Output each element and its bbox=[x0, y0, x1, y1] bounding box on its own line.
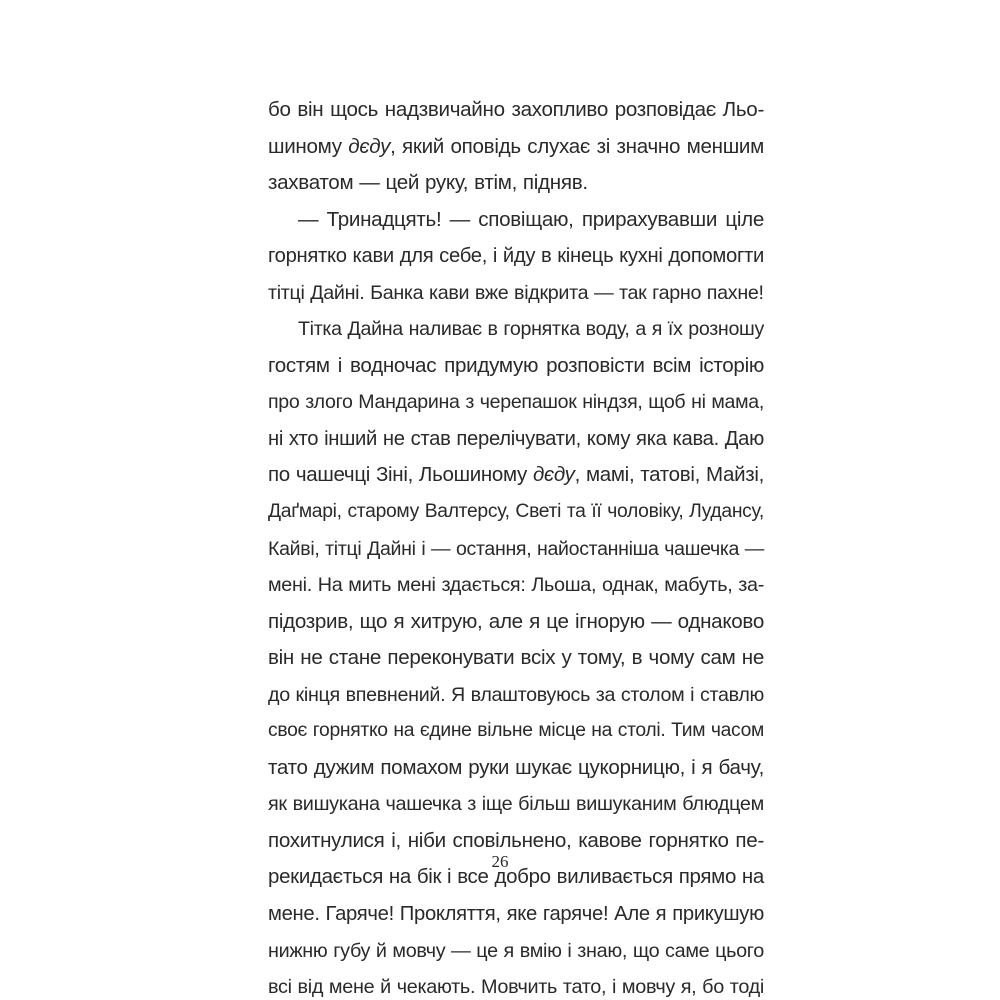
text-line: Кайві, тітці Дайні і — остання, найостанніша чашечка — bbox=[268, 537, 764, 560]
text-line: бо він щось надзвичайно захопливо розповідає Льо- bbox=[268, 98, 764, 121]
text-line: всі від мене й чекають. Мовчить тато, і мовчу я, бо тоді bbox=[268, 976, 764, 999]
text-line: захватом — цей руку, втім, підняв. bbox=[268, 171, 588, 195]
text-line: нижню губу й мовчу — це я вмію і знаю, що саме цього bbox=[268, 939, 764, 962]
text-line: Даґмарі, старому Валтерсу, Светі та її чоловіку, Лудансу, bbox=[268, 501, 764, 523]
text-line: як вишукана чашечка з іще більш вишуканим блюдцем bbox=[268, 793, 764, 816]
text-line: мене. Гаряче! Прокляття, яке гаряче! Але я прикушую bbox=[268, 903, 764, 926]
text-line: до кінця впевнений. Я влаштовуюсь за столом і ставлю bbox=[268, 683, 764, 706]
text-line: шиному дєду, який оповідь слухає зі значно меншим bbox=[268, 134, 764, 158]
text-line: Тітка Дайна наливає в горнятка воду, а я їх розношу bbox=[298, 318, 764, 341]
text-line: своє горнятко на єдине вільне місце на столі. Тим часом bbox=[268, 720, 764, 742]
text-line: похитнулися і, ніби сповільнено, кавове горнятко пе- bbox=[268, 828, 764, 852]
text-line: тітці Дайні. Банка кави вже відкрита — так гарно пахне! bbox=[268, 281, 764, 304]
text-line: рекидається на бік і все добро виливається прямо на bbox=[268, 865, 765, 889]
text-line: про злого Мандарина з черепашок ніндзя, щоб ні мама, bbox=[268, 391, 764, 414]
text-line: тато дужим помахом руки шукає цукорницю, і я бачу, bbox=[268, 755, 764, 779]
italic-word: дєду bbox=[532, 463, 575, 487]
italic-word: дєду bbox=[348, 134, 391, 158]
text-line: горнятко кави для себе, і йду в кінець кухні допомогти bbox=[268, 245, 764, 268]
text-line: ні хто інший не став перелічувати, кому яка кава. Даю bbox=[268, 427, 764, 450]
text-line: — Тринадцять! — сповіщаю, прирахувавши ціле bbox=[298, 207, 764, 231]
text-line: він не стане переконувати всіх у тому, в чому сам не bbox=[268, 646, 764, 670]
text-line: гостям і водночас придумую розповісти всім історію bbox=[268, 353, 764, 377]
text-line: мені. На мить мені здається: Льоша, однак, мабуть, за- bbox=[268, 574, 764, 597]
page-number: 26 bbox=[491, 852, 509, 871]
text-line: підозрив, що я хитрую, але я це ігнорую — однаково bbox=[268, 609, 764, 633]
text-line: по чашечці Зіні, Льошиному дєду, мамі, татові, Майзі, bbox=[268, 463, 764, 487]
